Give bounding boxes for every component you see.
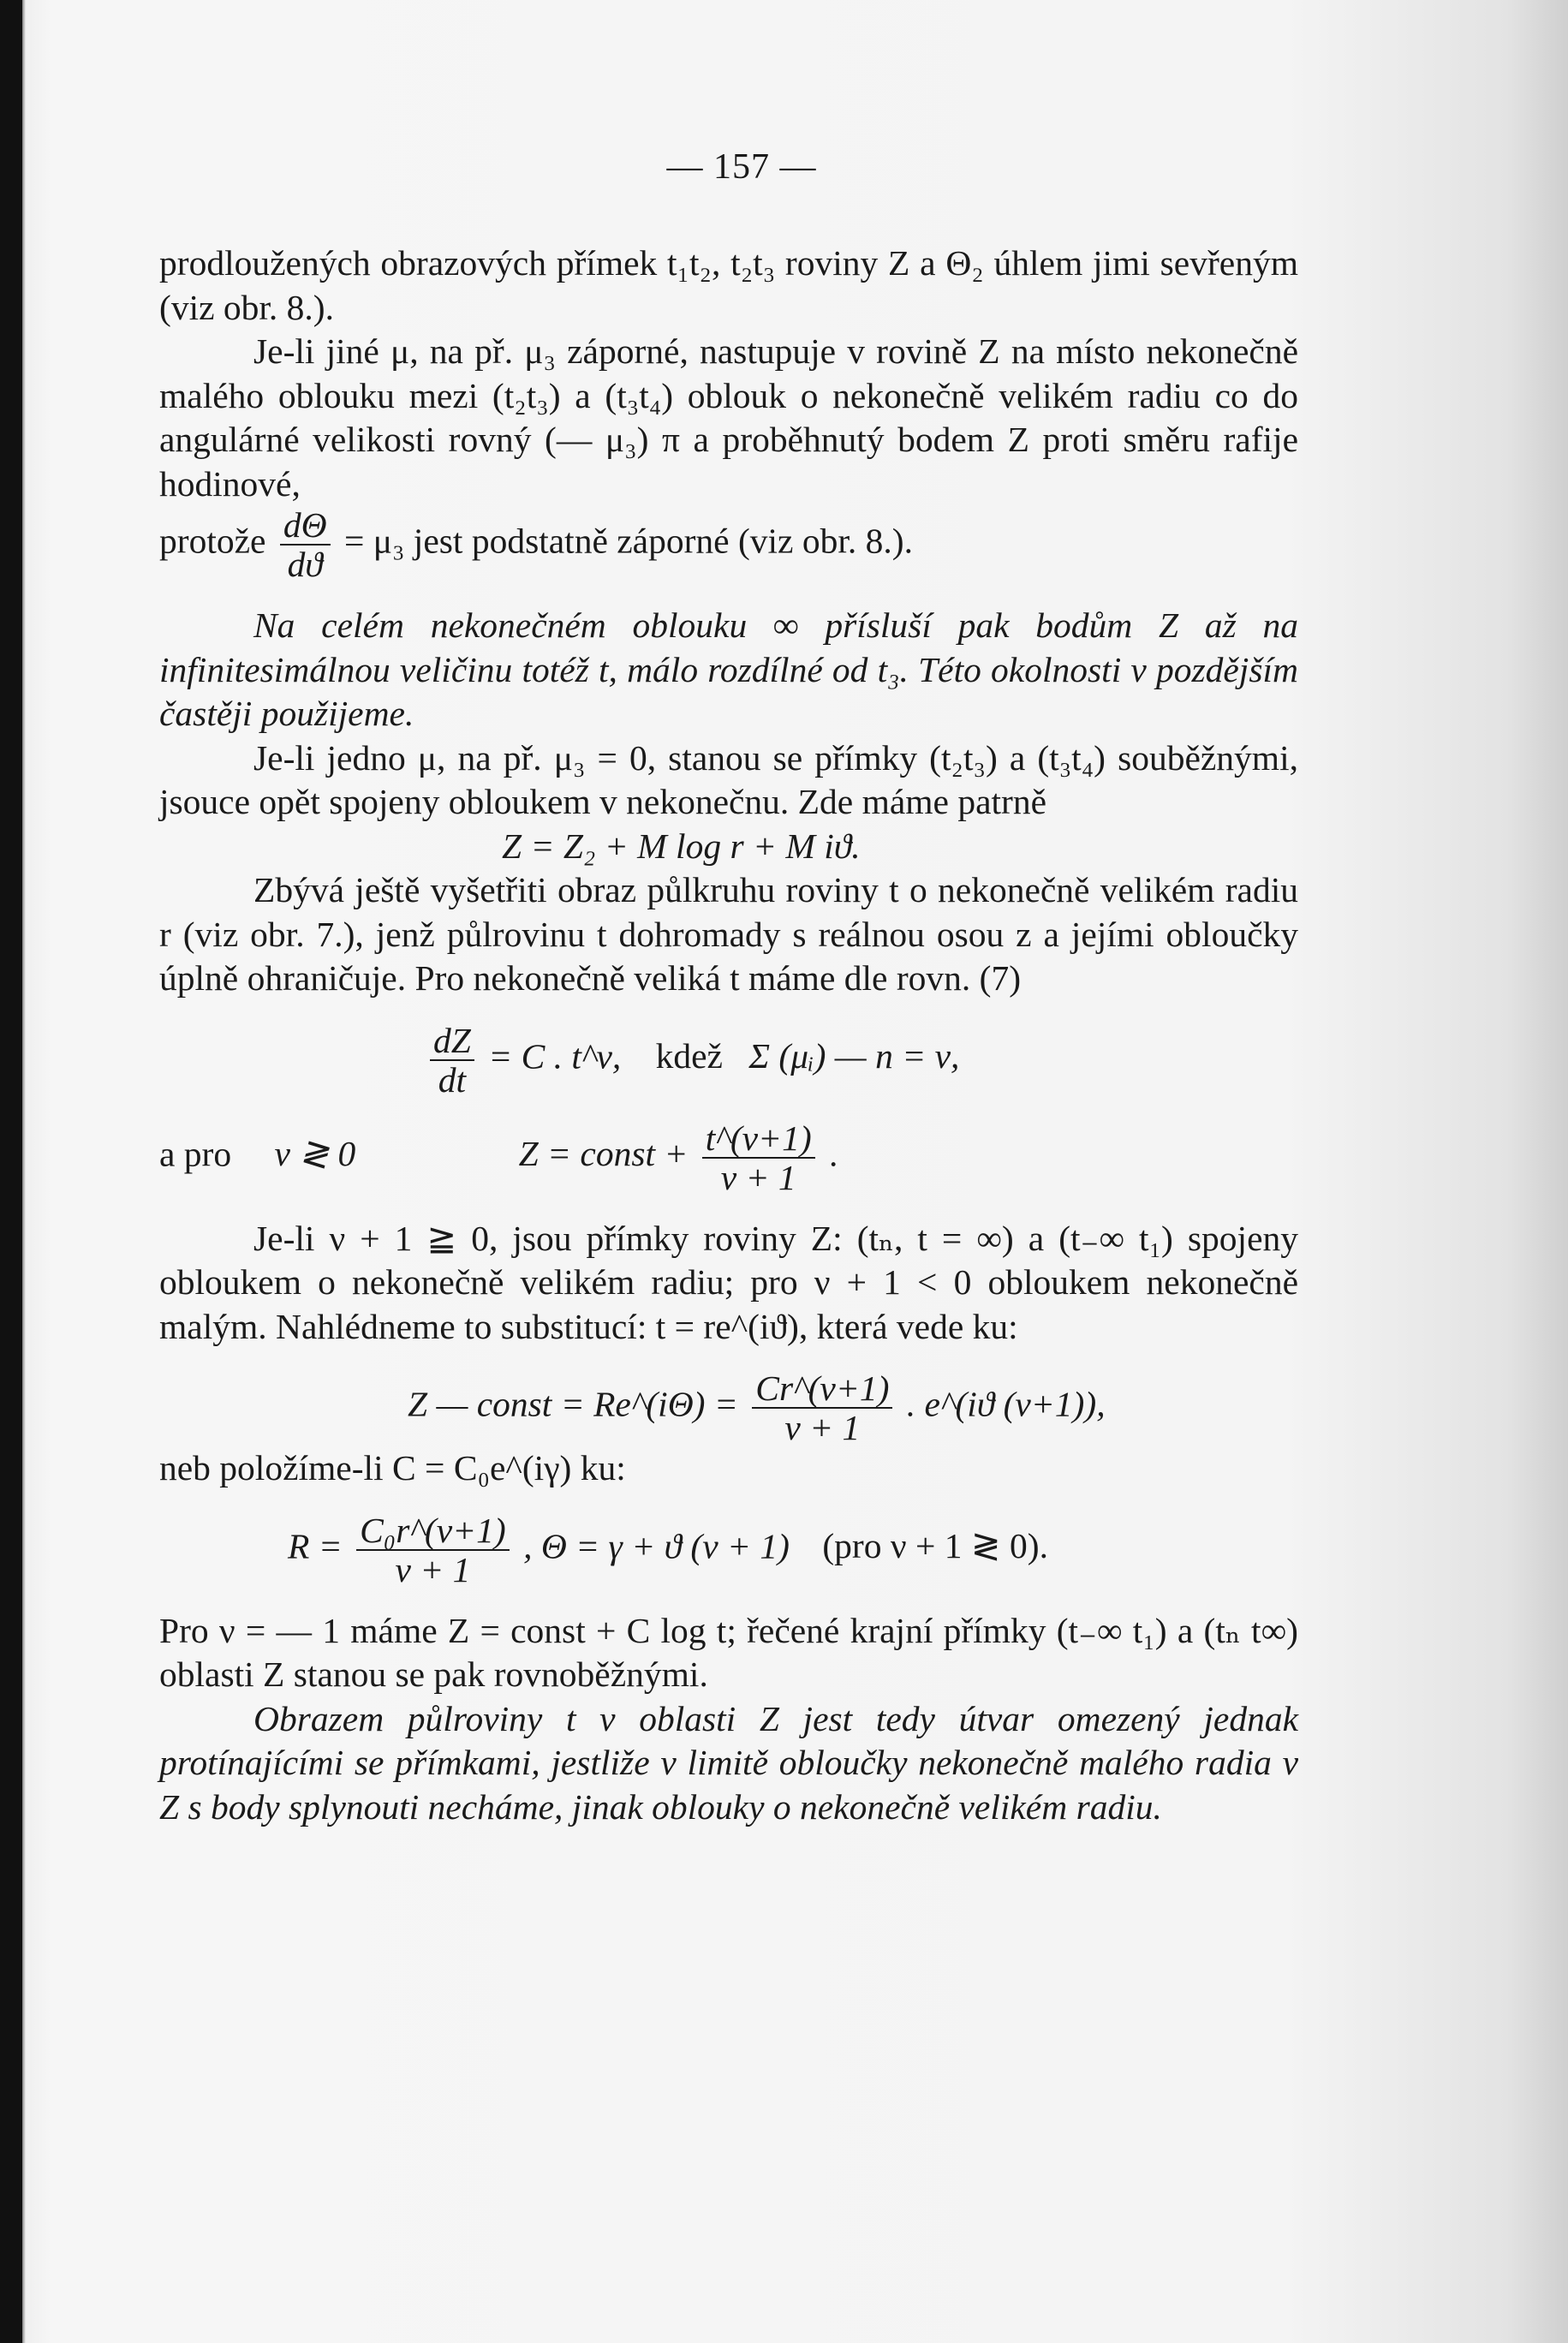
page-number: — 157 — bbox=[666, 147, 817, 187]
eq4-lead: a pro bbox=[159, 1134, 232, 1174]
eq3-num: dZ bbox=[430, 1022, 474, 1061]
equation-5 bbox=[159, 1369, 1298, 1446]
eq4-den: ν + 1 bbox=[720, 1157, 796, 1197]
eq3-rhs: = C . t^ν, bbox=[488, 1036, 622, 1076]
eq1-fraction bbox=[280, 506, 331, 583]
paragraph-4: Je-li jedno μ, na př. μ₃ = 0, stanou se přímky (t₂t₃) a (t₃t₄) souběžnými, jsouce opět spojeny obloukem v nekonečnu. Zde máme patrně bbox=[159, 737, 1298, 821]
page-body bbox=[159, 137, 1298, 1829]
eq4-cond: ν ≷ 0 bbox=[274, 1134, 356, 1174]
eq3-fraction bbox=[430, 1022, 474, 1099]
paragraph-3: Na celém nekonečném oblouku ∞ přísluší pak bodům Z až na infinitesimálnou veličinu totéž t, málo rozdílné od t₃. Této okolnosti v pozdějším častěji použijeme. bbox=[159, 605, 1298, 733]
paragraph-7: neb položíme-li C = C₀e^(iγ) ku: bbox=[159, 1448, 626, 1487]
equation-2: Z = Z₂ + M log r + M iϑ. bbox=[502, 826, 861, 866]
eq1-num: dΘ bbox=[280, 506, 331, 546]
equation-3 bbox=[159, 1022, 1298, 1099]
binding-edge bbox=[0, 0, 22, 2343]
eq4-num: t^(ν+1) bbox=[702, 1119, 815, 1159]
eq1-den: dϑ bbox=[287, 545, 323, 584]
paragraph-2: Je-li jiné μ, na př. μ₃ záporné, nastupuje v rovině Z na místo nekonečně malého oblouku mezi (t₂t₃) a (t₃t₄) oblouk o nekonečně velikém radiu co do angulárné velikosti rovný (— μ₃) π a proběhnutý bodem Z proti směru rafije hodinové, bbox=[159, 331, 1298, 504]
eq5-rhs: . e^(iϑ (ν+1)), bbox=[906, 1384, 1106, 1424]
equation-1 bbox=[159, 506, 1298, 583]
equation-4 bbox=[159, 1119, 1298, 1196]
eq4-lhs: Z = const + bbox=[518, 1134, 689, 1174]
eq3-mid: kdež bbox=[655, 1036, 723, 1076]
eq6-cond: (pro ν + 1 ≷ 0). bbox=[822, 1526, 1048, 1566]
eq3-cond: Σ (μᵢ) — n = ν, bbox=[748, 1036, 960, 1076]
eq5-den: ν + 1 bbox=[784, 1408, 861, 1447]
eq6-den: ν + 1 bbox=[395, 1549, 471, 1589]
paragraph-1: prodloužených obrazových přímek t₁t₂, t₂t₃ roviny Z a Θ₂ úhlem jimi sevřeným (viz obr. 8.). bbox=[159, 243, 1298, 327]
paragraph-8: Pro ν = — 1 máme Z = const + C log t; řečené krajní přímky (t₋∞ t₁) a (tₙ t∞) oblasti Z stanou se pak rovnoběžnými. bbox=[159, 1610, 1298, 1694]
eq3-den: dt bbox=[438, 1059, 467, 1100]
paragraph-9: Obrazem půlroviny t v oblasti Z jest tedy útvar omezený jednak protínajícími se přímkami, jestliže v limitě obloučky nekonečně malého radia v Z s body splynouti necháme, jinak oblouky o nekonečně velikém radiu. bbox=[159, 1698, 1298, 1827]
eq6-mid: , Θ = γ + ϑ (ν + 1) bbox=[523, 1526, 790, 1566]
eq6-num: C₀r^(ν+1) bbox=[356, 1511, 510, 1551]
eq1-lead: protože bbox=[159, 521, 266, 561]
eq4-end: . bbox=[829, 1134, 838, 1174]
paragraph-6: Je-li ν + 1 ≧ 0, jsou přímky roviny Z: (tₙ, t = ∞) a (t₋∞ t₁) spojeny obloukem o nekonečně velikém radiu; pro ν + 1 < 0 obloukem nekonečně malým. Nahlédneme to substitucí: t = re^(iϑ), která vede ku: bbox=[159, 1218, 1298, 1346]
eq6-fraction bbox=[356, 1511, 510, 1589]
eq5-fraction bbox=[752, 1369, 892, 1446]
eq5-num: Cr^(ν+1) bbox=[752, 1369, 892, 1409]
eq1-tail: = μ₃ jest podstatně záporné (viz obr. 8.). bbox=[343, 521, 913, 561]
eq4-fraction bbox=[702, 1119, 815, 1196]
eq5-lhs: Z — const = Re^(iΘ) = bbox=[408, 1384, 738, 1424]
equation-6 bbox=[159, 1511, 1298, 1589]
eq6-lhs: R = bbox=[288, 1526, 343, 1566]
paragraph-5: Zbývá ještě vyšetřiti obraz půlkruhu roviny t o nekonečně velikém radiu r (viz obr. 7.), jenž půlrovinu t dohromady s reálnou osou z a jejími obloučky úplně ohraničuje. Pro nekonečně veliká t máme dle rovn. (7) bbox=[159, 870, 1298, 998]
